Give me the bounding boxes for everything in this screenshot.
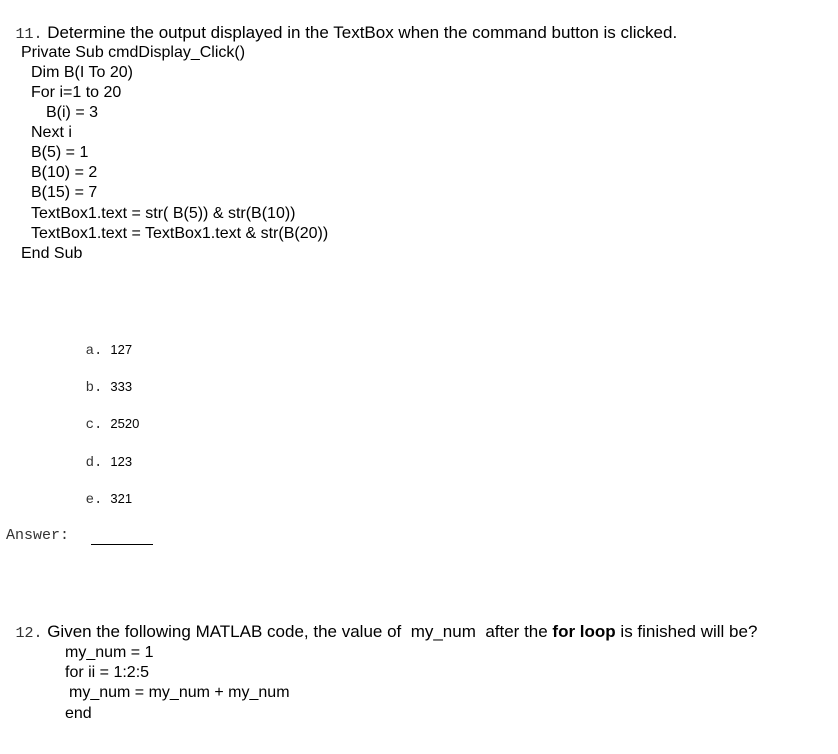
code-line: TextBox1.text = TextBox1.text & str(B(20)) bbox=[31, 225, 329, 242]
code-line: end bbox=[65, 705, 92, 722]
question-12-prompt-part2: is finished will be? bbox=[615, 622, 758, 641]
code-line: Next i bbox=[31, 124, 72, 141]
question-11-number: 11. bbox=[15, 26, 43, 43]
option-e[interactable] bbox=[70, 471, 132, 527]
code-line: B(10) = 2 bbox=[31, 164, 98, 181]
option-value: 123 bbox=[110, 454, 133, 469]
code-line: For i=1 to 20 bbox=[31, 84, 122, 101]
answer-label: Answer: bbox=[6, 527, 70, 544]
code-line: for ii = 1:2:5 bbox=[65, 664, 150, 681]
answer-blank[interactable] bbox=[91, 544, 153, 545]
option-value: 2520 bbox=[110, 416, 140, 431]
code-line: Private Sub cmdDisplay_Click() bbox=[21, 44, 246, 61]
option-value: 127 bbox=[110, 342, 133, 357]
question-11-header bbox=[6, 3, 677, 45]
option-value: 333 bbox=[110, 379, 133, 394]
code-line: B(i) = 3 bbox=[46, 104, 99, 121]
code-line: TextBox1.text = str( B(5)) & str(B(10)) bbox=[31, 205, 296, 222]
code-line: B(15) = 7 bbox=[31, 184, 98, 201]
option-value: 321 bbox=[110, 491, 133, 506]
code-line: my_num = my_num + my_num bbox=[69, 684, 290, 701]
code-line: my_num = 1 bbox=[65, 644, 154, 661]
question-12-prompt-bold: for loop bbox=[552, 622, 616, 641]
option-letter: e. bbox=[85, 492, 103, 508]
code-line: Dim B(I To 20) bbox=[31, 64, 133, 81]
option-letter: a. bbox=[85, 343, 103, 359]
question-12-number: 12. bbox=[15, 625, 43, 642]
question-12-header bbox=[6, 602, 757, 644]
option-letter: d. bbox=[85, 455, 103, 471]
question-11-prompt: Determine the output displayed in the TextBox when the command button is clicked. bbox=[47, 23, 678, 42]
option-letter: b. bbox=[85, 380, 103, 396]
code-line: B(5) = 1 bbox=[31, 144, 89, 161]
option-letter: c. bbox=[85, 417, 103, 433]
code-line: End Sub bbox=[21, 245, 83, 262]
question-12-prompt-part1: Given the following MATLAB code, the value of my_num after the bbox=[47, 622, 553, 641]
